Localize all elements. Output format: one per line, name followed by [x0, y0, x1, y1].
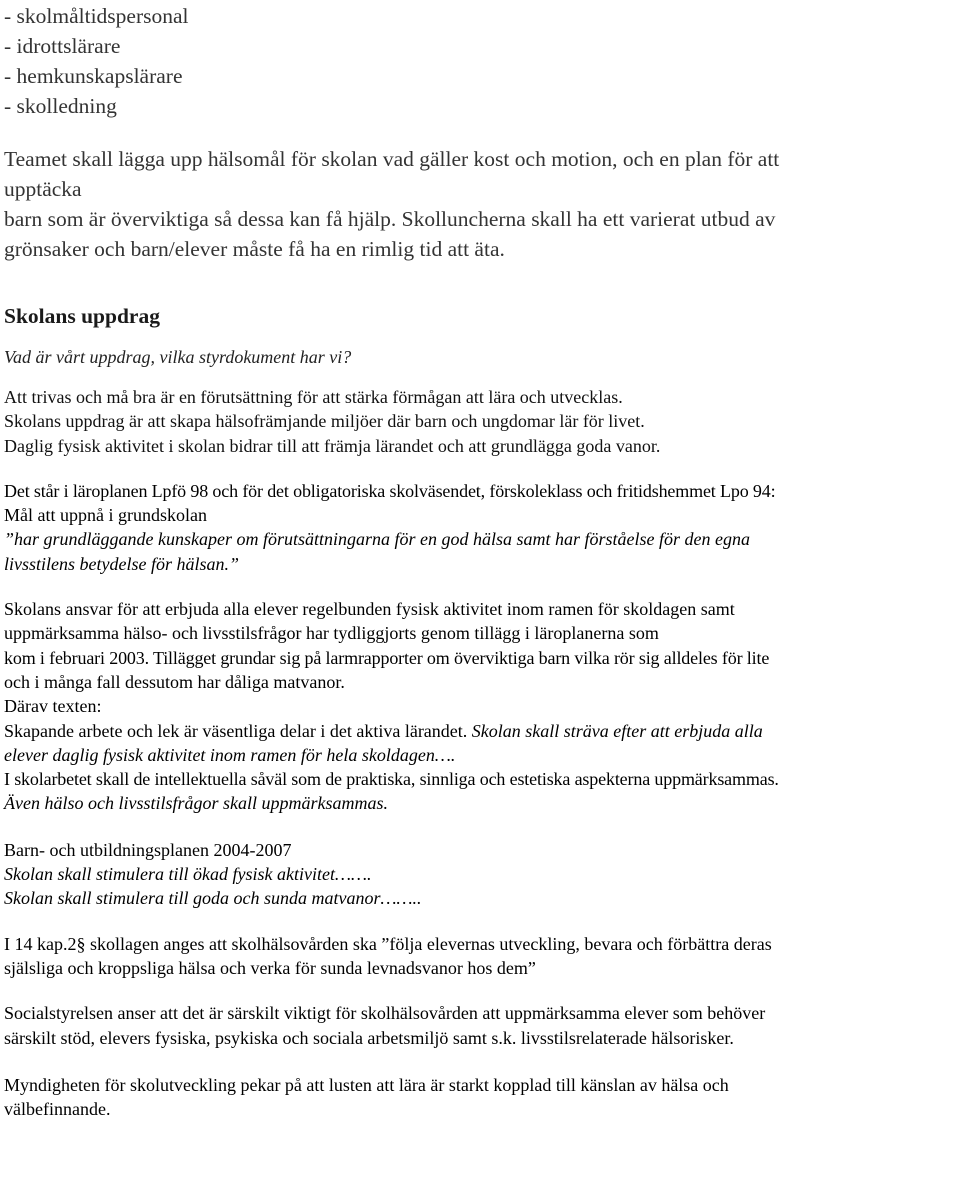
list-item: - skolmåltidspersonal	[4, 4, 189, 28]
plan-title: Barn- och utbildningsplanen 2004-2007	[4, 839, 292, 860]
paragraph-line: uppmärksamma hälso- och livsstilsfrågor har tydliggjorts genom tillägg i läroplanerna som	[4, 623, 659, 644]
paragraph-line: elever daglig fysisk aktivitet inom ramen för hela skoldagen….	[4, 744, 456, 765]
paragraph-line: grönsaker och barn/elever måste få ha en rimlig tid att äta.	[4, 237, 505, 261]
quote-line: ”har grundläggande kunskaper om förutsättningarna för en god hälsa samt har förståelse för den egna	[4, 529, 750, 550]
paragraph-line: I 14 kap.2§ skollagen anges att skolhälsovården ska ”följa elevernas utveckling, bevara och förbättra deras	[4, 933, 772, 954]
quote-line: livsstilens betydelse för hälsan.”	[4, 553, 239, 574]
paragraph-line: upptäcka	[4, 177, 82, 201]
paragraph-line: Skolans ansvar för att erbjuda alla elever regelbunden fysisk aktivitet inom ramen för skoldagen samt	[4, 599, 735, 620]
mission-paragraph	[4, 385, 958, 458]
italic-text: Skolan skall sträva efter att erbjuda alla	[471, 720, 763, 741]
section-subheading: Vad är vårt uppdrag, vilka styrdokument har vi?	[4, 347, 352, 367]
socialstyrelsen-paragraph	[4, 1001, 958, 1050]
paragraph-line: Teamet skall lägga upp hälsomål för skolan vad gäller kost och motion, och en plan för att	[4, 147, 780, 171]
paragraph-line: särskilt stöd, elevers fysiska, psykiska och sociala arbetsmiljö samt s.k. livsstilsrelaterade hälsorisker.	[4, 1027, 734, 1048]
team-paragraph	[4, 144, 958, 264]
list-item: - idrottslärare	[4, 34, 121, 58]
plain-text: Skapande arbete och lek är väsentliga delar i det aktiva lärandet.	[4, 720, 472, 741]
paragraph-line: välbefinnande.	[4, 1099, 111, 1120]
curriculum-paragraph	[4, 479, 958, 576]
paragraph-line: barn som är överviktiga så dessa kan få hjälp. Skolluncherna skall ha ett varierat utbud av	[4, 207, 776, 231]
paragraph-line: Skolan skall stimulera till ökad fysisk aktivitet…….	[4, 864, 372, 885]
paragraph-line: Det står i läroplanen Lpfö 98 och för det obligatoriska skolväsendet, förskoleklass och fritidshemmet Lpo 94:	[4, 480, 776, 501]
paragraph-line: och i många fall dessutom har dåliga matvanor.	[4, 671, 345, 692]
plan-paragraph	[4, 838, 958, 911]
paragraph-line: Myndigheten för skolutveckling pekar på att lusten att lära är starkt kopplad till känslan av hälsa och	[4, 1074, 729, 1095]
myndigheten-paragraph	[4, 1073, 958, 1122]
list-item: - hemkunskapslärare	[4, 64, 183, 88]
paragraph-line: Därav texten:	[4, 696, 102, 717]
paragraph-line: Skolan skall stimulera till goda och sunda matvanor……..	[4, 888, 422, 909]
paragraph-line: Även hälso och livsstilsfrågor skall uppmärksammas.	[4, 793, 388, 814]
law-paragraph	[4, 932, 958, 981]
staff-list	[4, 1, 958, 121]
paragraph-line: själsliga och kroppsliga hälsa och verka för sunda levnadsvanor hos dem”	[4, 957, 536, 978]
responsibility-paragraph	[4, 597, 958, 816]
paragraph-line: kom i februari 2003. Tillägget grundar sig på larmrapporter om överviktiga barn vilka rör sig alldeles för lite	[4, 647, 770, 668]
paragraph-line: Skolans uppdrag är att skapa hälsofrämjande miljöer där barn och ungdomar lär för livet.	[4, 411, 645, 432]
paragraph-line: Att trivas och må bra är en förutsättning för att stärka förmågan att lära och utvecklas.	[4, 387, 623, 407]
paragraph-line: Mål att uppnå i grundskolan	[4, 505, 207, 526]
list-item: - skolledning	[4, 94, 117, 118]
paragraph-line: I skolarbetet skall de intellektuella såväl som de praktiska, sinnliga och estetiska aspekterna uppmärksammas.	[4, 769, 779, 790]
paragraph-line	[4, 719, 958, 743]
paragraph-line: Daglig fysisk aktivitet i skolan bidrar till att främja lärandet och att grundlägga goda vanor.	[4, 435, 661, 456]
document-page	[4, 0, 958, 1121]
paragraph-line: Socialstyrelsen anser att det är särskilt viktigt för skolhälsovården att uppmärksamma elever som behöver	[4, 1003, 766, 1024]
section-heading: Skolans uppdrag	[4, 304, 160, 328]
